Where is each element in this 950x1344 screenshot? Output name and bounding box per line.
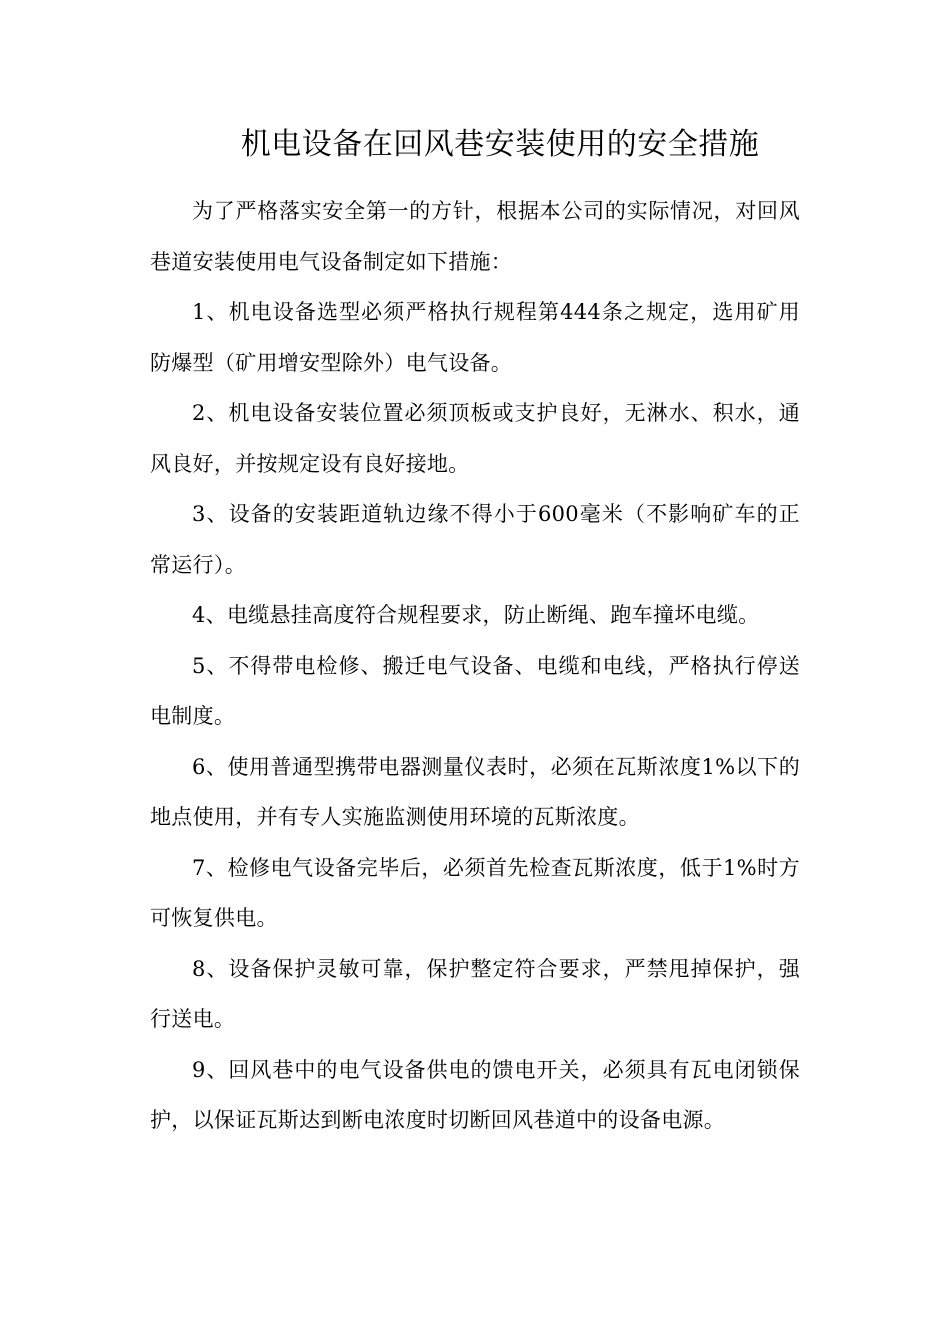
document-body: [150, 186, 800, 1146]
paragraph-item-6: 6、使用普通型携带电器测量仪表时，必须在瓦斯浓度1%以下的地点使用，并有专人实施监测使用环境的瓦斯浓度。: [150, 754, 800, 829]
paragraph-item-3: 3、设备的安装距道轨边缘不得小于600毫米（不影响矿车的正常运行）。: [150, 502, 800, 577]
paragraph-item-1: 1、机电设备选型必须严格执行规程第444条之规定，选用矿用防爆型（矿用增安型除外）电气设备。: [150, 300, 800, 375]
paragraph-item-9: 9、回风巷中的电气设备供电的馈电开关，必须具有瓦电闭锁保护，以保证瓦斯达到断电浓度时切断回风巷道中的设备电源。: [150, 1057, 800, 1132]
paragraph-item-2: 2、机电设备安装位置必须顶板或支护良好，无淋水、积水，通风良好，并按规定设有良好接地。: [150, 401, 800, 476]
paragraph-item-4: 4、电缆悬挂高度符合规程要求，防止断绳、跑车撞坏电缆。: [192, 603, 760, 627]
paragraph-intro: 为了严格落实安全第一的方针，根据本公司的实际情况，对回风巷道安装使用电气设备制定如下措施：: [150, 199, 800, 274]
paragraph-item-8: 8、设备保护灵敏可靠，保护整定符合要求，严禁甩掉保护，强行送电。: [150, 956, 800, 1031]
paragraph-item-7: 7、检修电气设备完毕后，必须首先检查瓦斯浓度，低于1%时方可恢复供电。: [150, 855, 800, 930]
document-title: 机电设备在回风巷安装使用的安全措施: [240, 127, 760, 162]
paragraph-item-5: 5、不得带电检修、搬迁电气设备、电缆和电线，严格执行停送电制度。: [150, 653, 800, 728]
